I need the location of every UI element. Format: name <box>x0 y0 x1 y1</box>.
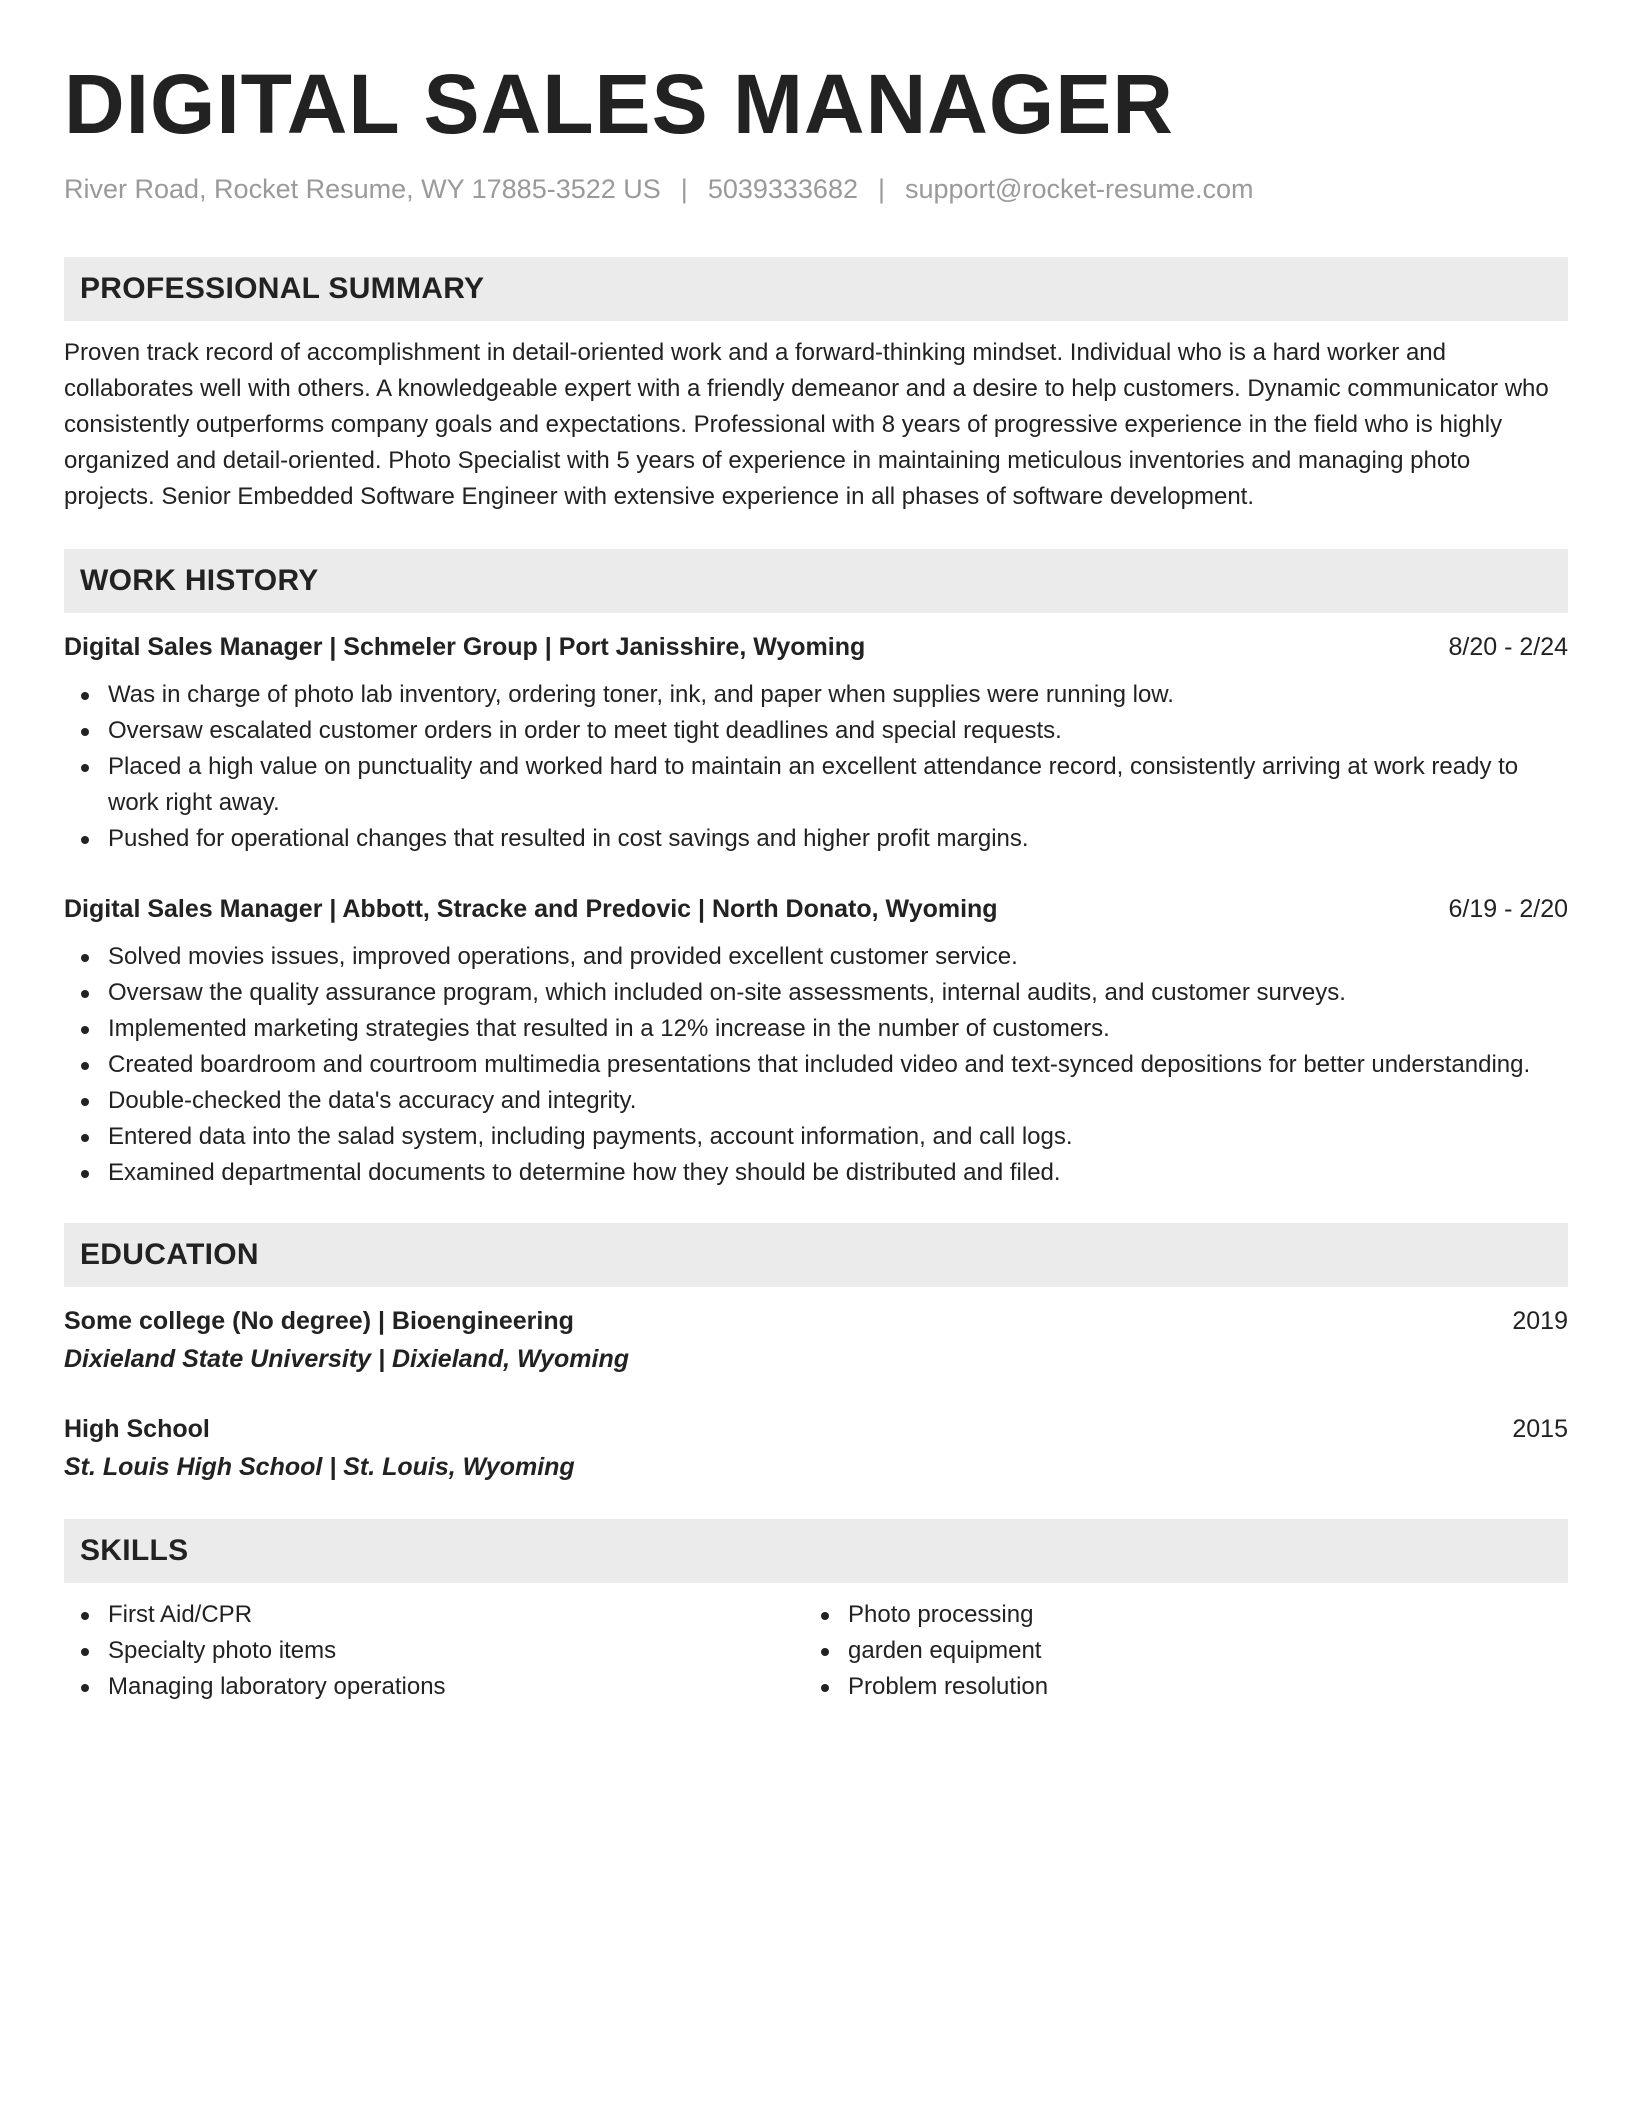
list-item: Placed a high value on punctuality and worked hard to maintain an excellent attendance record, consistently arriving at work ready to work right away. <box>64 749 1568 821</box>
education-school: Dixieland State University | Dixieland, Wyoming <box>64 1345 630 1373</box>
contact-line <box>64 172 1568 206</box>
job-dates: 8/20 - 2/24 <box>1448 633 1568 661</box>
education-entry <box>64 1411 1568 1485</box>
list-item: Managing laboratory operations <box>64 1669 804 1705</box>
contact-separator: | <box>877 174 885 204</box>
skills-bullets <box>804 1597 1544 1705</box>
list-item: Pushed for operational changes that resulted in cost savings and higher profit margins. <box>64 821 1568 857</box>
education-school: St. Louis High School | St. Louis, Wyoming <box>64 1453 575 1481</box>
education-header <box>64 1411 1568 1447</box>
summary-text: Proven track record of accomplishment in detail-oriented work and a forward-thinking mindset. Individual who is a hard worker and collaborates well with others. A knowledgeable expert with a friendly demeanor and a desire to help customers. Dynamic communicator who consistently outperforms company goals and expectations. Professional with 8 years of progressive experience in the field who is highly organized and detail-oriented. Photo Specialist with 5 years of experience in maintaining meticulous inventories and managing photo projects. Senior Embedded Software Engineer with extensive experience in all phases of software development. <box>64 339 1549 510</box>
section-heading-education: EDUCATION <box>64 1223 1568 1287</box>
list-item: First Aid/CPR <box>64 1597 804 1633</box>
list-item: Entered data into the salad system, including payments, account information, and call logs. <box>64 1119 1568 1155</box>
job-header <box>64 891 1568 927</box>
list-item: Specialty photo items <box>64 1633 804 1669</box>
resume-name: DIGITAL SALES MANAGER <box>64 57 1174 151</box>
skills-column-right <box>804 1597 1544 1705</box>
list-item: Oversaw escalated customer orders in order to meet tight deadlines and special requests. <box>64 713 1568 749</box>
list-item: Was in charge of photo lab inventory, ordering toner, ink, and paper when supplies were running low. <box>64 677 1568 713</box>
skills-list <box>64 1597 1568 1705</box>
list-item: Implemented marketing strategies that resulted in a 12% increase in the number of customers. <box>64 1011 1568 1047</box>
section-heading-work: WORK HISTORY <box>64 549 1568 613</box>
skills-bullets <box>64 1597 804 1705</box>
contact-separator: | <box>680 174 688 204</box>
job-title: Digital Sales Manager | Schmeler Group | Port Janisshire, Wyoming <box>64 633 866 661</box>
education-year: 2019 <box>1512 1307 1568 1335</box>
contact-email: support@rocket-resume.com <box>905 174 1254 204</box>
education-year: 2015 <box>1512 1415 1568 1443</box>
section-heading-skills: SKILLS <box>64 1519 1568 1583</box>
job-bullets <box>64 677 1568 857</box>
list-item: Problem resolution <box>804 1669 1544 1705</box>
job-entry <box>64 891 1568 1191</box>
list-item: Solved movies issues, improved operations, and provided excellent customer service. <box>64 939 1568 975</box>
contact-phone: 5039333682 <box>707 174 858 204</box>
education-header <box>64 1303 1568 1339</box>
list-item: Photo processing <box>804 1597 1544 1633</box>
job-dates: 6/19 - 2/20 <box>1448 895 1568 923</box>
job-entry <box>64 629 1568 857</box>
list-item: Double-checked the data's accuracy and integrity. <box>64 1083 1568 1119</box>
skills-column-left <box>64 1597 804 1705</box>
section-heading-summary: PROFESSIONAL SUMMARY <box>64 257 1568 321</box>
list-item: Oversaw the quality assurance program, which included on-site assessments, internal audits, and customer surveys. <box>64 975 1568 1011</box>
contact-address: River Road, Rocket Resume, WY 17885-3522 US <box>64 174 661 204</box>
job-bullets <box>64 939 1568 1191</box>
list-item: Examined departmental documents to determine how they should be distributed and filed. <box>64 1155 1568 1191</box>
list-item: Created boardroom and courtroom multimedia presentations that included video and text-synced depositions for better understanding. <box>64 1047 1568 1083</box>
education-entry <box>64 1303 1568 1377</box>
list-item: garden equipment <box>804 1633 1544 1669</box>
job-title: Digital Sales Manager | Abbott, Stracke and Predovic | North Donato, Wyoming <box>64 895 998 923</box>
job-header <box>64 629 1568 665</box>
education-degree: High School <box>64 1415 210 1443</box>
education-degree: Some college (No degree) | Bioengineering <box>64 1307 574 1335</box>
